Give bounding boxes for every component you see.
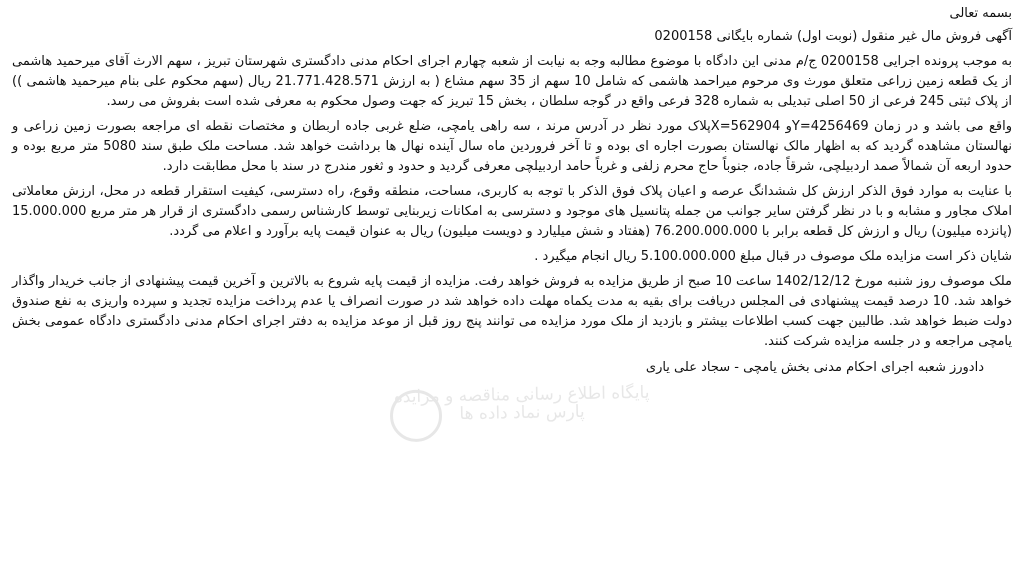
paragraph-auction-amount: شایان ذکر است مزایده ملک موصوف در قبال مبلغ 5.100.000.000 ریال انجام میگیرد . (534, 249, 1012, 264)
document-heading: بسمه تعالی (949, 6, 1012, 21)
paragraph-valuation: با عنایت به موارد فوق الذکر ارزش کل ششدانگ عرصه و اعیان پلاک فوق الذکر با توجه به کاربری، مساحت، منطقه وقوع، راه دسترسی، کیفیت استقرار قطعه در محل، ارزش معاملاتی املاک مجاور و مشابه و با در نظر گرفتن سایر جوانب من جمله پتانسیل های موجود و دسترسی به امکانات زیربنایی توسط کارشناس رسمی دادگستری از قرار هر متر مربع 15.000.000 (پانزده میلیون) ریال و ارزش کل قطعه برابر با 76.200.000.000 (هفتاد و شش میلیارد و دویست میلیون) ریال به عنوان قیمت پایه برآورد و اعلام می گردد. (12, 184, 1012, 239)
paragraph-auction-terms: ملک موصوف روز شنبه مورخ 1402/12/12 ساعت 10 صبح از طریق مزایده به فروش خواهد رفت. مزایده از قیمت پایه شروع به بالاترین و آخرین قیمت پیشنهادی از جانب خریدار واگذار خواهد شد. 10 درصد قیمت پیشنهادی فی المجلس دریافت برای بقیه به مدت یکماه مهلت داده خواهد شد در صورت انصراف یا عدم پرداخت مزایده تجدید و سپرده واریزی به نفع صندوق دولت ضبط خواهد شد. طالبین جهت کسب اطلاعات بیشتر و بازدید از ملک مورد مزایده می توانند پنج روز قبل از موعد مزایده به دفتر اجرای احکام مدنی دادگستری دادگاه عمومی بخش یامچی مراجعه و در جلسه مزایده شرکت کنند. (12, 274, 1013, 349)
signature-line: دادورز شعبه اجرای احکام مدنی بخش یامچی - سجاد علی یاری (645, 360, 984, 375)
watermark-line-1: پایگاه اطلاع رسانی مناقصه و مزایده (393, 382, 650, 408)
paragraph-case-details: به موجب پرونده اجرایی 0200158 ج/م مدنی این دادگاه با موضوع مطالبه وجه به نیابت از شعبه چهارم اجرای احکام مدنی دادگستری شهرستان تبریز ، سهم الارث آقای میرحمید هاشمی از یک قطعه زمین زراعی متعلق مورث وی مرحوم میراحمد هاشمی که شامل 10 سهم از 35 سهم مشاع ( به ارزش 21.771.428.571 ریال (سهم محکوم علی بنام میرحمید هاشمی )) از پلاک ثبتی 245 فرعی از 50 اصلی تبدیلی به شماره 328 فرعی واقع در گوجه سلطان ، بخش 15 تبریز که جهت وصول محکوم به معرفی شده است بفروش می رسد. (12, 54, 1012, 109)
paragraph-property-location: واقع می باشد و در زمان Y=4256469و X=562904پلاک مورد نظر در آدرس مرند ، سه راهی یامچی، ضلع غربی جاده اربطان و مختصات نقطه ای مراجعه بصورت زمین زراعی و نهالستان مشاهده گردید که به اظهار مالک نهالستان بصورت اجاره ای بوده و تا آخر فروردین ماه سال آینده نهال ها برداشت خواهد شد. مساحت ملک طبق سند 5080 متر مربع بوده و حدود اربعه آن شمالاً صمد اردبیلچی، شرقاً جاده، جنوباً حاج محرم زلفی و غرباً حامد اردبیلچی معرفی گردید و حدود و ثغور مندرج در سند با محل مطابقت دارد. (12, 119, 1012, 174)
watermark-line-2: پارس نماد داده ها (459, 401, 585, 425)
document-title: آگهی فروش مال غیر منقول (نوبت اول) شماره بایگانی 0200158 (654, 29, 1012, 44)
